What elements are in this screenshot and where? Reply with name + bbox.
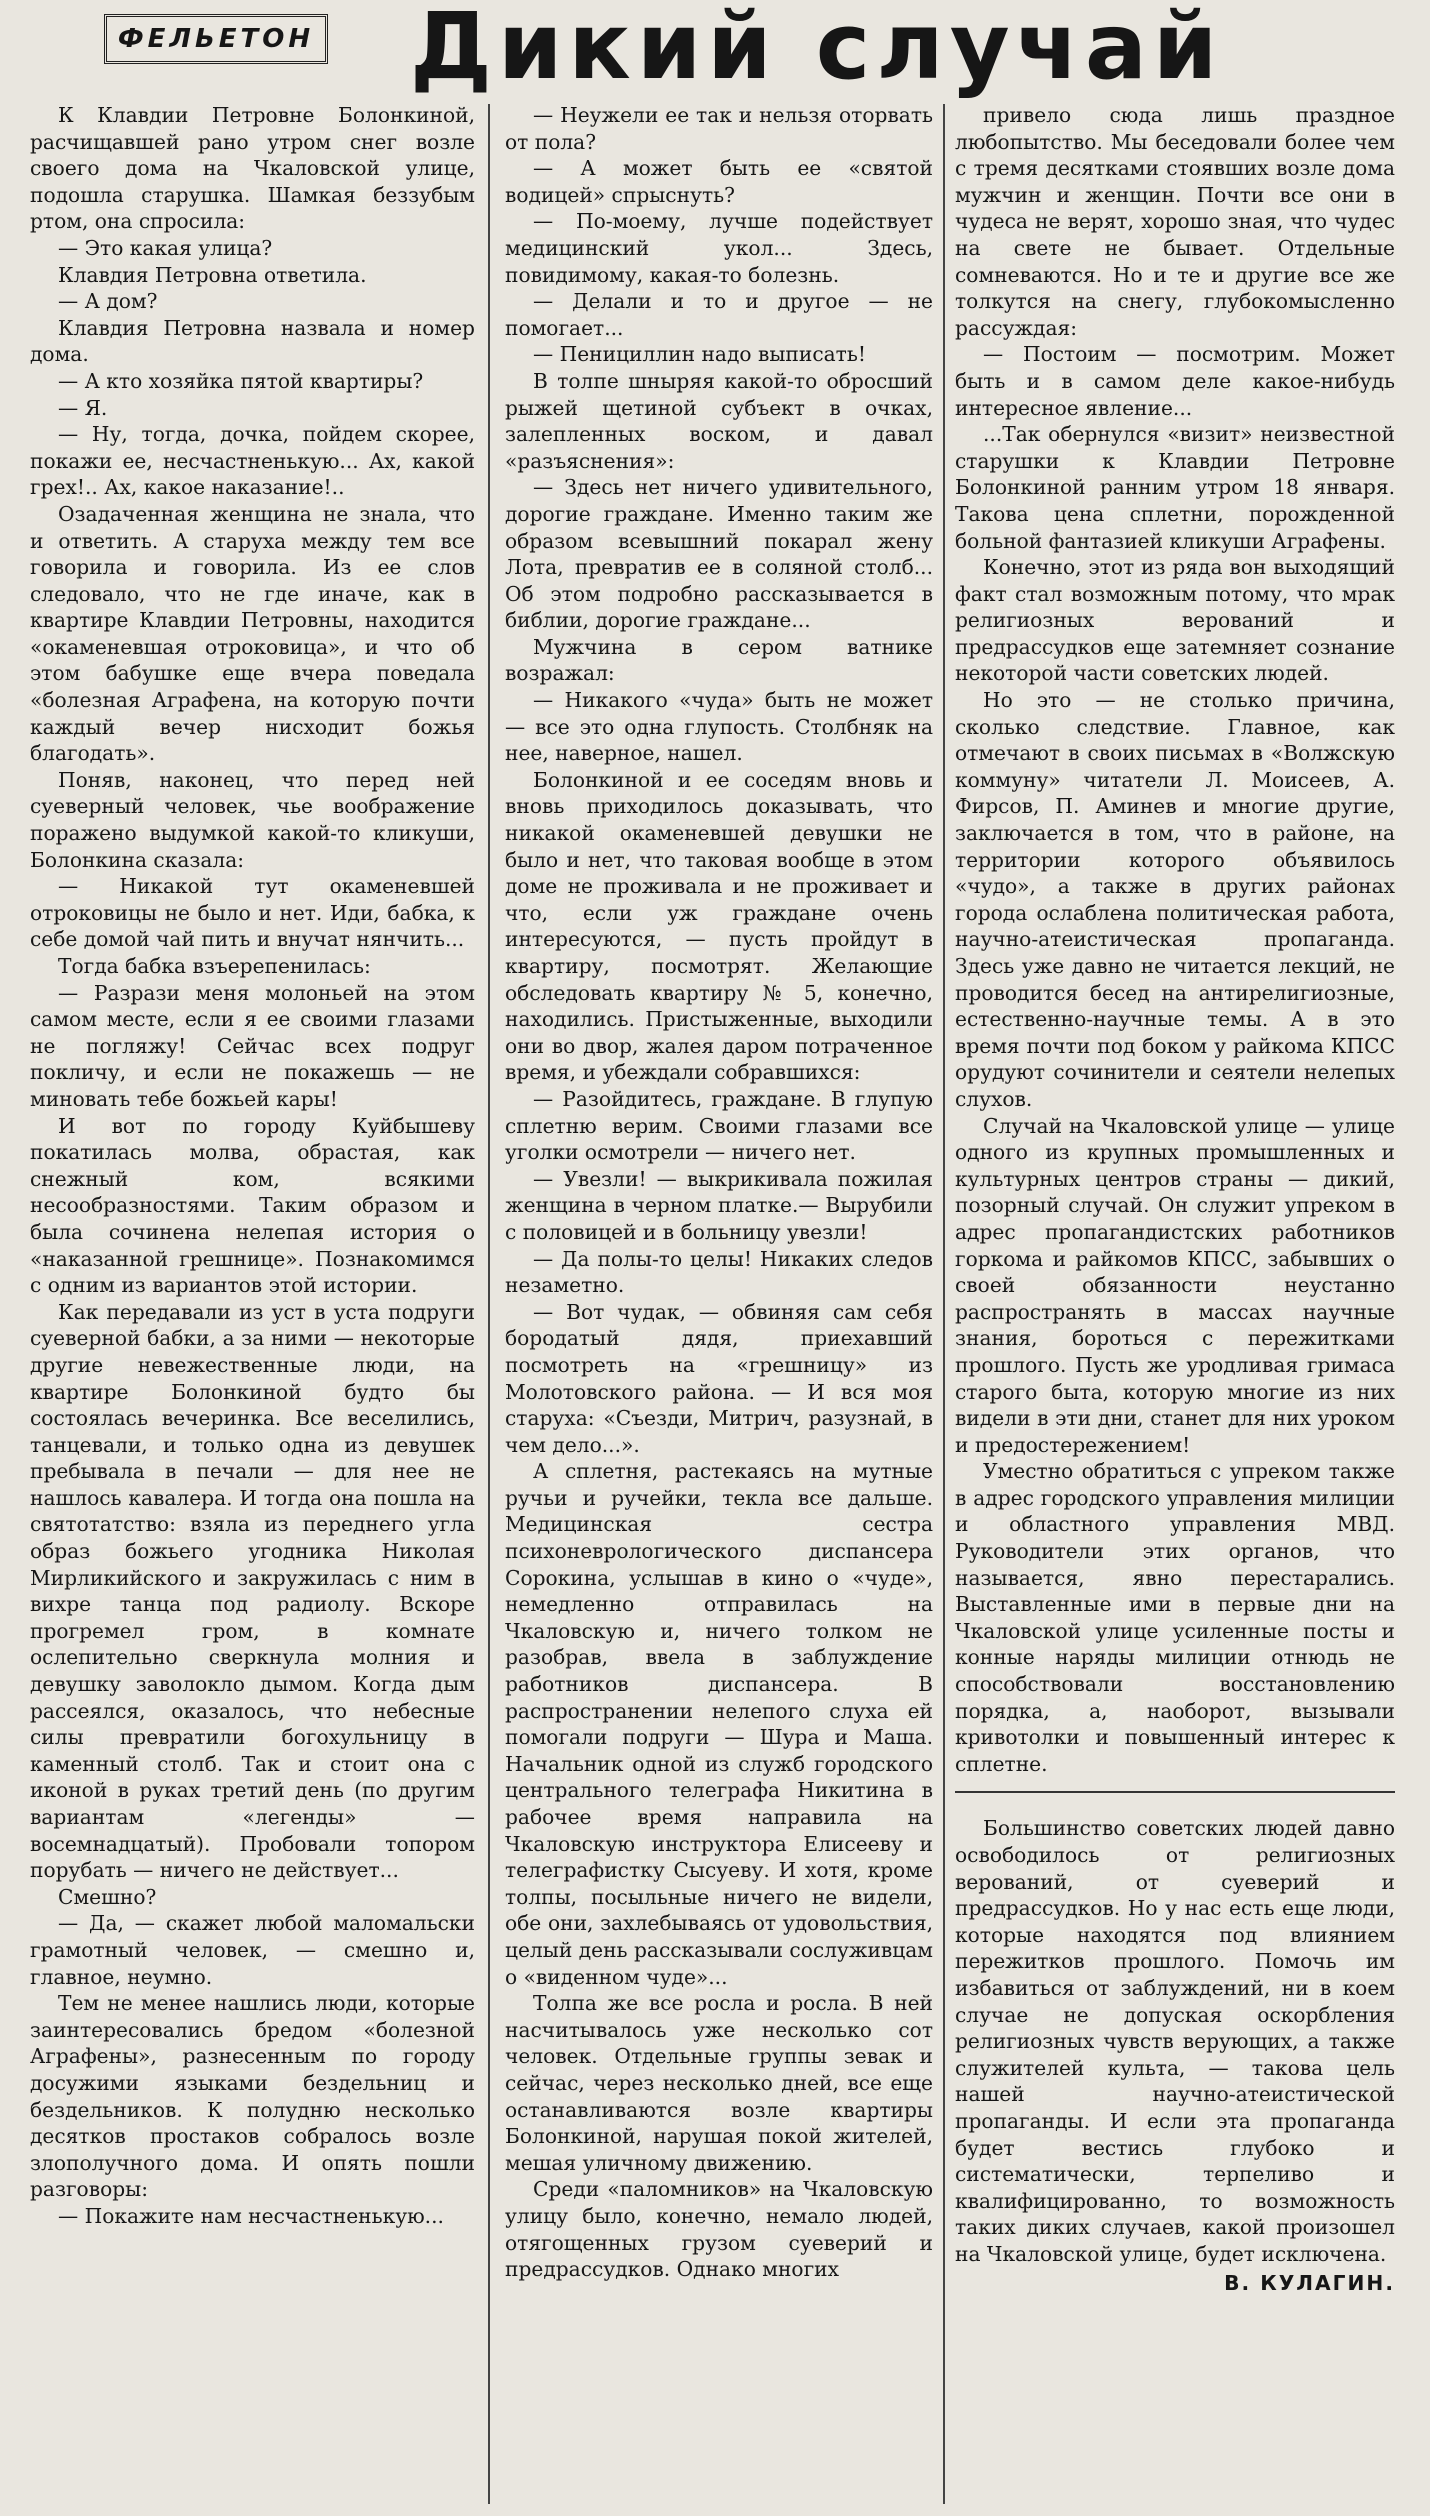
column-rule bbox=[943, 104, 945, 2504]
section-divider bbox=[955, 1791, 1395, 1793]
column-1-text bbox=[30, 102, 475, 2230]
article-paragraph: К Клавдии Петровне Болонкиной, расчищавшей рано утром снег возле своего дома на Чкаловской улице, подошла старушка. Шамкая беззубым ртом, она спросила: bbox=[30, 103, 475, 234]
article-paragraph: Но это — не столько причина, сколько следствие. Главное, как отмечают в своих письмах в «Волжскую коммуну» читатели Л. Моисеев, А. Фирсов, П. Аминев и многие другие, заключается в том, что в районе, на территории которого объявилось «чудо», а также в других районах города ослаблена политическая работа, научно-атеистическая пропаганда. Здесь уже давно не читается лекций, не проводится бесед на антирелигиозные, естественно-научные темы. А в это время почти под боком у райкома КПСС орудуют сочинители и сеятели нелепых слухов. bbox=[955, 688, 1395, 1111]
article-paragraph: — Это какая улица? bbox=[58, 235, 273, 260]
article-paragraph: Случай на Чкаловской улице — улице одного из крупных промышленных и культурных центров страны — дикий, позорный случай. Он служит упреком в адрес пропагандистских работников горкома и райкомов КПСС, забывших о своей обязанности неустанно распространять в массах научные знания, бороться с пережитками прошлого. Пусть же уродливая гримаса старого быта, которую многие из них видели в эти дни, станет для них уроком и предостережением! bbox=[955, 1113, 1395, 1457]
closing-text bbox=[955, 1815, 1395, 2267]
article-paragraph: Мужчина в сером ватнике возражал: bbox=[505, 634, 933, 686]
article-paragraph: — А дом? bbox=[58, 289, 158, 314]
article-paragraph: — Ну, тогда, дочка, пойдем скорее, покажи ее, несчастненькую... Ах, какой грех!.. Ах, какое наказание!.. bbox=[30, 422, 475, 500]
column-3 bbox=[955, 102, 1395, 2510]
article-paragraph: — По-моему, лучше подействует медицинский укол... Здесь, повидимому, какая-то болезнь. bbox=[505, 209, 933, 287]
article-paragraph: Большинство советских людей давно освободилось от религиозных верований, от суеверий и предрассудков. Но у нас есть еще люди, которые находятся под влиянием пережитков прошлого. Помочь им избавиться от заблуждений, ни в коем случае не допуская оскорбления религиозных чувств верующих, а также служителей культа, — такова цель нашей научно-атеистической пропаганды. И если эта пропаганда будет вестись глубоко и систематически, терпеливо и квалифицированно, то возможность таких диких случаев, какой произошел на Чкаловской улице, будет исключена. bbox=[955, 1816, 1395, 2266]
article-paragraph: Тем не менее нашлись люди, которые заинтересовались бредом «болезной Аграфены», разнесенным по городу досужими языками бездельниц и бездельников. К полудню несколько десятков простаков собралось возле злополучного дома. И опять пошли разговоры: bbox=[30, 1991, 475, 2202]
column-3-text bbox=[955, 102, 1395, 1777]
column-1 bbox=[30, 102, 475, 2510]
article-paragraph: — Да, — скажет любой маломальски грамотный человек, — смешно и, главное, неумно. bbox=[30, 1911, 475, 1989]
article-paragraph: — Я. bbox=[58, 395, 108, 420]
article-header bbox=[0, 0, 1430, 104]
article-paragraph: Болонкиной и ее соседям вновь и вновь приходилось доказывать, что никакой окаменевшей девушки не было и нет, что таковая вообще в этом доме не проживала и не проживает и что, если уж граждане очень интересуются, — пусть пройдут в квартиру, посмотрят. Желающие обследовать квартиру № 5, конечно, находились. Пристыженные, выходили они во двор, жалея даром потраченное время, и убеждали собравшихся: bbox=[505, 767, 933, 1085]
article-paragraph: — Неужели ее так и нельзя оторвать от пола? bbox=[505, 103, 933, 154]
article-paragraph: — Да полы-то целы! Никаких следов незаметно. bbox=[505, 1246, 933, 1298]
article-title: Дикий случай bbox=[410, 0, 1224, 100]
article-paragraph: привело сюда лишь праздное любопытство. Мы беседовали более чем с тремя десятками стоявших возле дома мужчин и женщин. Почти все они в чудеса не верят, хорошо зная, что чудес на свете не бывает. Отдельные сомневаются. Но и те и другие все же толкутся на снегу, глубокомысленно рассуждая: bbox=[955, 103, 1395, 340]
article-paragraph: — Постоим — посмотрим. Может быть и в самом деле какое-нибудь интересное явление... bbox=[955, 342, 1395, 420]
article-paragraph: В толпе шныряя какой-то обросший рыжей щетиной субъект в очках, залепленных воском, и давал «разъяснения»: bbox=[505, 368, 933, 473]
column-2 bbox=[505, 102, 933, 2510]
article-paragraph: — Вот чудак, — обвиняя сам себя бородатый дядя, приехавший посмотреть на «грешницу» из Молотовского района. — И вся моя старуха: «Съезди, Митрич, разузнай, в чем дело...». bbox=[505, 1299, 933, 1457]
article-paragraph: Тогда бабка взъерепенилась: bbox=[58, 954, 371, 978]
article-paragraph: А сплетня, растекаясь на мутные ручьи и ручейки, текла все дальше. Медицинская сестра психоневрологического диспансера Сорокина, услышав в кино о «чуде», немедленно отправилась на Чкаловскую и, ничего толком не разобрав, ввела в заблуждение работников диспансера. В распространении нелепого слуха ей помогали подруги — Шура и Маша. Начальник одной из служб городского центрального телеграфа Никитина в рабочее время направила на Чкаловскую инструктора Елисееву и телеграфистку Сысуеву. И хотя, кроме толпы, посыльные ничего не видели, обе они, захлебываясь от удовольствия, целый день рассказывали сослуживцам о «виденном чуде»... bbox=[505, 1459, 933, 1989]
article-paragraph: Озадаченная женщина не знала, что и ответить. А старуха между тем все говорила и говорила. Из ее слов следовало, что не где иначе, как в квартире Клавдии Петровны, находится «окаменевшая отроковица», и что об этом бабушке еще вчера поведала «болезная Аграфена, на которую почти каждый вечер нисходит божья благодать». bbox=[30, 501, 475, 766]
article-paragraph: — Разрази меня молоньей на этом самом месте, если я ее своими глазами не погляжу! Сейчас всех подруг покличу, и если не покажешь — не миновать тебе божьей кары! bbox=[30, 980, 475, 1111]
article-paragraph: — Пенициллин надо выписать! bbox=[533, 342, 866, 367]
article-paragraph: Среди «паломников» на Чкаловскую улицу было, конечно, немало людей, отягощенных грузом суеверий и предрассудков. Однако многих bbox=[505, 2177, 933, 2282]
column-rule bbox=[488, 104, 490, 2504]
article-paragraph: — Разойдитесь, граждане. В глупую сплетню верим. Своими глазами все уголки осмотрели — ничего нет. bbox=[505, 1086, 933, 1165]
article-paragraph: — А может быть ее «святой водицей» спрыснуть? bbox=[505, 156, 933, 207]
article-paragraph: И вот по городу Куйбышеву покатилась молва, обрастая, как снежный ком, всякими несообразностями. Таким образом и была сочинена нелепая история о «наказанной грешнице». Познакомимся с одним из вариантов этой истории. bbox=[30, 1113, 475, 1298]
article-paragraph: — Покажите нам несчастненькую... bbox=[58, 2203, 444, 2228]
article-paragraph: — Здесь нет ничего удивительного, дорогие граждане. Именно таким же образом всевышний покарал жену Лота, превратив ее в соляной столб... Об этом подробно рассказывается в библии, дорогие граждане... bbox=[505, 475, 933, 633]
article-paragraph: — Делали и то и другое — не помогает... bbox=[505, 289, 933, 340]
article-paragraph: — Увезли! — выкрикивала пожилая женщина в черном платке.— Вырубили с половицей и в больницу увезли! bbox=[505, 1166, 933, 1244]
article-paragraph: Уместно обратиться с упреком также в адрес городского управления милиции и областного управления МВД. Руководители этих органов, что называется, явно перестарались. Выставленные ими в первые дни на Чкаловской улице усиленные посты и конные наряды милиции отнюдь не способствовали восстановлению порядка, а, наоборот, вызывали кривотолки и повышенный интерес к сплетне. bbox=[955, 1459, 1395, 1776]
article-paragraph: Смешно? bbox=[58, 1884, 157, 1909]
article-paragraph: — Никакой тут окаменевшей отроковицы не было и нет. Иди, бабка, к себе домой чай пить и внучат нянчить... bbox=[30, 874, 475, 952]
rubric-label: ФЕЛЬЕТОН bbox=[104, 14, 328, 64]
article-paragraph: ...Так обернулся «визит» неизвестной старушки к Клавдии Петровне Болонкиной ранним утром 18 января. Такова цена сплетни, порожденной больной фантазией кликуши Аграфены. bbox=[955, 422, 1395, 553]
author-signature: В. КУЛАГИН. bbox=[1224, 2270, 1395, 2295]
article-paragraph: Поняв, наконец, что перед ней суеверный человек, чье воображение поражено выдумкой какой-то кликуши, Болонкина сказала: bbox=[30, 767, 475, 872]
article-paragraph: Клавдия Петровна назвала и номер дома. bbox=[30, 315, 475, 367]
article-paragraph: Клавдия Петровна ответила. bbox=[58, 262, 367, 287]
article-paragraph: Конечно, этот из ряда вон выходящий факт стал возможным потому, что мрак религиозных верований и предрассудков еще затемняет сознание некоторой части советских людей. bbox=[955, 555, 1395, 686]
article-paragraph: — А кто хозяйка пятой квартиры? bbox=[58, 368, 424, 393]
article-paragraph: Толпа же все росла и росла. В ней насчитывалось уже несколько сот человек. Отдельные группы зевак и сейчас, через несколько дней, все еще останавливаются возле квартиры Болонкиной, нарушая покой жителей, мешая уличному движению. bbox=[505, 1991, 933, 2175]
article-paragraph: Как передавали из уст в уста подруги суеверной бабки, а за ними — некоторые другие невежественные люди, на квартире Болонкиной будто бы состоялась вечеринка. Все веселились, танцевали, и только одна из девушек пребывала в печали — для нее не нашлось кавалера. И тогда она пошла на святотатство: взяла из переднего угла образ божьего угодника Николая Мирликийского и закружилась с ним в вихре танца под радиолу. Вскоре прогремел гром, в комнате ослепительно сверкнула молния и девушку заволокло дымом. Когда дым рассеялся, оказалось, что небесные силы превратили богохульницу в каменный столб. Так и стоит она с иконой в руках третий день (по другим вариантам «легенды» — восемнадцатый). Пробовали топором порубать — ничего не действует... bbox=[30, 1299, 475, 1883]
column-2-text bbox=[505, 102, 933, 2283]
article-paragraph: — Никакого «чуда» быть не может — все это одна глупость. Столбняк на нее, наверное, нашел. bbox=[505, 688, 933, 766]
